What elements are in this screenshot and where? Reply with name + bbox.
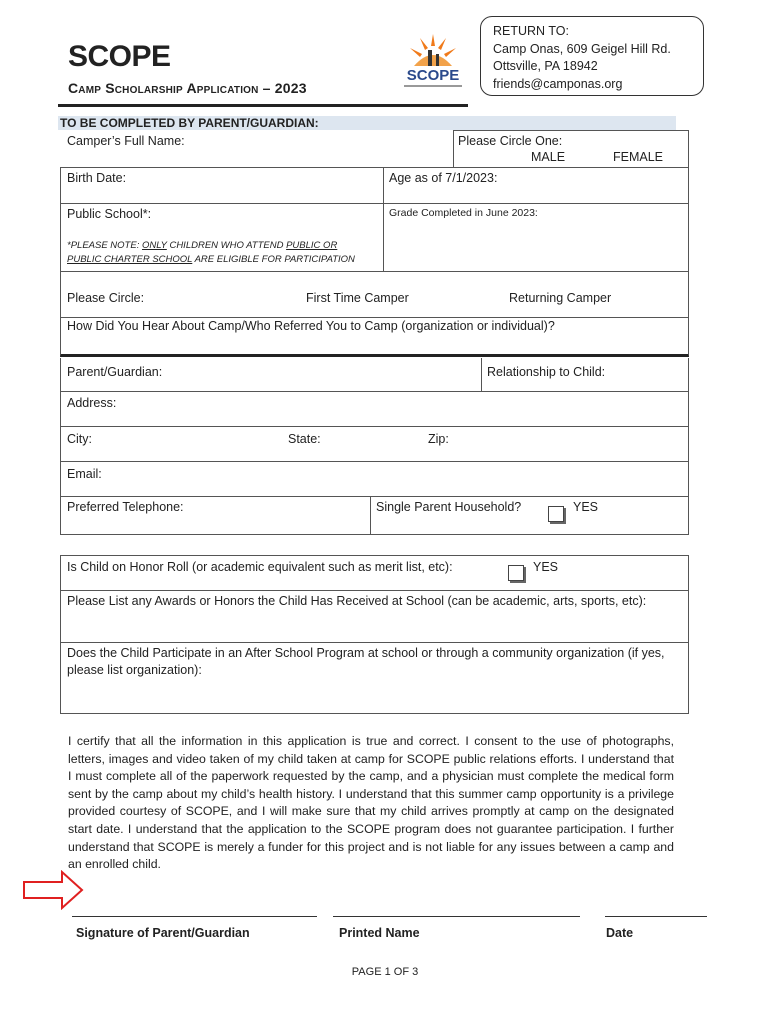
return-line-2: Ottsville, PA 18942 <box>493 59 598 73</box>
address-row[interactable] <box>60 391 689 427</box>
email-label: Email: <box>67 467 102 481</box>
logo-text: SCOPE <box>406 67 460 84</box>
divider <box>481 358 482 392</box>
after-school-label-2: please list organization): <box>67 663 202 677</box>
section-header: TO BE COMPLETED BY PARENT/GUARDIAN: <box>58 116 676 130</box>
city-row[interactable] <box>60 426 689 462</box>
state-label: State: <box>288 432 321 446</box>
referral-label: How Did You Hear About Camp/Who Referred You to Camp (organization or individual)? <box>67 319 555 333</box>
birth-date-label: Birth Date: <box>67 171 127 185</box>
email-row[interactable] <box>60 461 689 497</box>
printed-name-label: Printed Name <box>339 926 420 940</box>
title-rule <box>58 104 468 107</box>
note-only: ONLY <box>141 240 167 251</box>
note-mid: CHILDREN WHO ATTEND <box>166 240 287 251</box>
certification-text: I certify that all the information in this application is true and correct. I consent to the use of photographs, letters, images and video taken of my child taken at camp for SCOPE public relations efforts. I understand that I must complete all of the paperwork requested by the camp, and a physician must complete the medical form sent by the camp about my child’s health history. I understand that this summer camp opportunity is a privilege provided courtesy of SCOPE, and I will make sure that my child arrives promptly at camp on the designated start date. I understand that the application to the SCOPE program does not guarantee participation. I further understand that SCOPE is merely a funder for this project and is not liable for any issues between a camp and an enrolled child. <box>68 734 674 872</box>
after-school-label-1: Does the Child Participate in an After School Program at school or through a community organization (if yes, <box>67 646 665 660</box>
scope-logo <box>398 30 468 92</box>
eligibility-note <box>67 239 355 267</box>
please-circle-label: Please Circle: <box>67 291 145 305</box>
parent-label: Parent/Guardian: <box>67 365 163 379</box>
divider <box>370 496 371 535</box>
return-to-box <box>480 16 704 96</box>
public-school-label: Public School*: <box>67 207 152 221</box>
return-line-1: Camp Onas, 609 Geigel Hill Rd. <box>493 41 671 56</box>
single-parent-label: Single Parent Household? <box>376 500 522 514</box>
grade-label: Grade Completed in June 2023: <box>389 207 538 219</box>
divider <box>383 203 384 272</box>
city-label: City: <box>67 432 92 446</box>
single-parent-yes: YES <box>573 500 599 514</box>
page-number: PAGE 1 OF 3 <box>351 966 419 978</box>
date-line[interactable] <box>605 916 707 917</box>
return-line-3: friends@camponas.org <box>493 76 623 91</box>
birth-date-row[interactable] <box>60 167 689 204</box>
divider <box>383 167 384 204</box>
honor-roll-yes: YES <box>533 560 559 574</box>
relationship-label: Relationship to Child: <box>487 365 606 379</box>
circle-one-label: Please Circle One: <box>458 134 563 148</box>
telephone-label: Preferred Telephone: <box>67 500 184 514</box>
note-prefix: *PLEASE NOTE: <box>67 240 142 251</box>
signature-label: Signature of Parent/Guardian <box>76 926 250 940</box>
date-label: Date <box>606 926 634 940</box>
form-subtitle: Camp Scholarship Application – 2023 <box>68 80 307 96</box>
note-suffix: ARE ELIGIBLE FOR PARTICIPATION <box>192 254 355 265</box>
note-public-charter: PUBLIC CHARTER SCHOOL <box>67 254 193 265</box>
printed-name-line[interactable] <box>333 916 580 917</box>
male-option[interactable]: MALE <box>531 150 566 164</box>
arrow-right-icon <box>22 870 84 910</box>
note-public-or: PUBLIC OR <box>286 240 338 251</box>
returning-option[interactable]: Returning Camper <box>509 291 612 305</box>
form-title: SCOPE <box>68 40 171 73</box>
honor-roll-checkbox[interactable] <box>508 565 524 581</box>
first-time-option[interactable]: First Time Camper <box>306 291 409 305</box>
awards-label: Please List any Awards or Honors the Child Has Received at School (can be academic, arts, sports, etc): <box>67 594 647 608</box>
honor-roll-label: Is Child on Honor Roll (or academic equivalent such as merit list, etc): <box>67 560 453 574</box>
female-option[interactable]: FEMALE <box>613 150 664 164</box>
single-parent-checkbox[interactable] <box>548 506 564 522</box>
signature-line[interactable] <box>72 916 317 917</box>
campers-name-label: Camper’s Full Name: <box>67 134 185 148</box>
zip-label: Zip: <box>428 432 449 446</box>
address-label: Address: <box>67 396 117 410</box>
age-label: Age as of 7/1/2023: <box>389 171 498 185</box>
return-heading: RETURN TO: <box>493 24 569 38</box>
